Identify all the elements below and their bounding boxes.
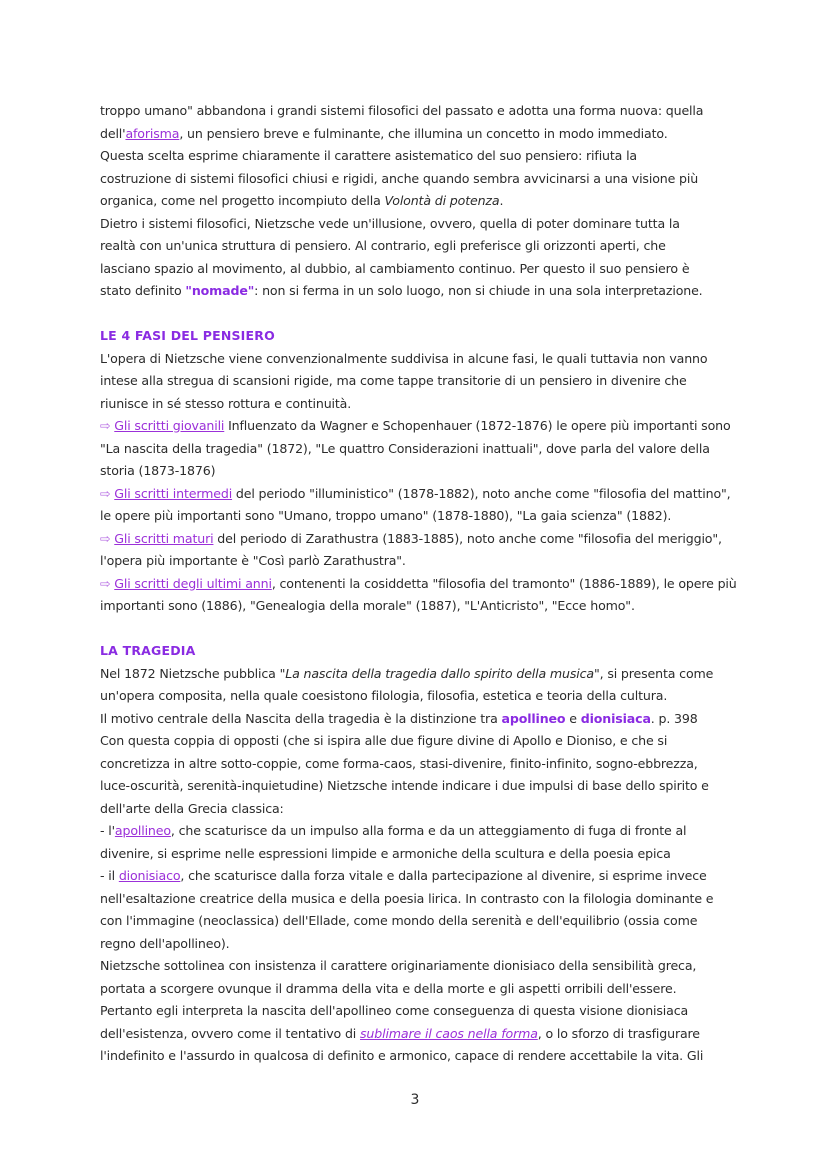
text-line: le opere più importanti sono "Umano, troppo umano" (1878-1880), "La gaia scienza" (1882). [100,508,672,523]
text-line: - l'apollineo, che scaturisce da un impulso alla forma e da un atteggiamento di fuga di fronte al [100,823,687,838]
text-line: "La nascita della tragedia" (1872), "Le quattro Considerazioni inattuali", dove parla del valore della [100,440,710,456]
text-line: Nel 1872 Nietzsche pubblica "La nascita della tragedia dallo spirito della musica", si presenta come [100,665,714,681]
text-line: Il motivo centrale della Nascita della tragedia è la distinzione tra apollineo e dionisiaca. p. 398 [100,710,698,726]
text-line: importanti sono (1886), "Genealogia della morale" (1887), "L'Anticristo", "Ecce homo". [100,598,635,613]
text-line: Dietro i sistemi filosofici, Nietzsche vede un'illusione, ovvero, quella di poter dominare tutta la [100,215,680,231]
highlighted-term: apollineo [501,710,566,726]
arrow-icon: ⇨ [100,418,111,433]
highlighted-term: dionisiaco [118,868,181,883]
text-line: con l'immagine (neoclassica) dell'Ellade, come mondo della serenità e dell'equilibrio (ossia come [100,913,698,928]
text-line: - il dionisiaco, che scaturisce dalla forza vitale e dalla partecipazione al divenire, si esprime invece [100,868,707,883]
text-line: organica, come nel progetto incompiuto della Volontà di potenza. [100,193,504,208]
text-line: portata a scorgere ovunque il dramma della vita e della morte e gli aspetti orribili dell'essere. [100,980,677,996]
section-heading: LE 4 FASI DEL PENSIERO [100,328,275,343]
arrow-icon: ⇨ [100,530,111,546]
page-content [100,100,737,1068]
text-line: Pertanto egli interpreta la nascita dell'apollineo come conseguenza di questa visione dionisiaca [100,1003,689,1018]
text-line: divenire, si esprime nelle espressioni limpide e armoniche della scultura e della poesia epica [100,845,671,861]
text-line: Con questa coppia di opposti (che si ispira alle due figure divine di Apollo e Dioniso, e che si [100,733,668,748]
highlighted-term: sublimare il caos nella forma [360,1025,538,1041]
highlighted-term: dionisiaca [580,710,651,726]
text-line: luce-oscurità, serenità-inquietudine) Nietzsche intende indicare i due impulsi di base dello spirito e [100,778,709,793]
text-line: dell'aforisma, un pensiero breve e fulminante, che illumina un concetto in modo immediato. [100,125,668,141]
text-line: l'opera più importante è "Così parlò Zarathustra". [100,553,406,568]
text-line: concretizza in altre sotto-coppie, come forma-caos, stasi-divenire, finito-infinito, sogno-ebbrezza, [100,755,698,771]
text-line: un'opera composita, nella quale coesistono filologia, filosofia, estetica e teoria della cultura. [100,688,668,703]
text-line: Nietzsche sottolinea con insistenza il carattere originariamente dionisiaco della sensibilità greca, [100,958,697,973]
text-line: realtà con un'unica struttura di pensiero. Al contrario, egli preferisce gli orizzonti aperti, che [100,238,666,253]
list-item: ⇨ Gli scritti maturi del periodo di Zarathustra (1883-1885), noto anche come "filosofia del meriggio", [100,530,722,546]
text-line: regno dell'apollineo). [100,935,230,951]
text-line: costruzione di sistemi filosofici chiusi e rigidi, anche quando sembra avvicinarsi a una visione più [100,170,699,186]
list-item: ⇨ Gli scritti intermedi del periodo "illuministico" (1878-1882), noto anche come "filosofia del mattino", [100,485,731,501]
text-line: riunisce in sé stesso rottura e continuità. [100,395,352,411]
text-line: dell'esistenza, ovvero come il tentativo di sublimare il caos nella forma, o lo sforzo di trasfigurare [100,1025,700,1041]
arrow-icon: ⇨ [100,485,111,501]
text-line: dell'arte della Grecia classica: [100,800,284,816]
arrow-icon: ⇨ [100,575,111,591]
text-line: lasciano spazio al movimento, al dubbio, al cambiamento continuo. Per questo il suo pensiero è [100,260,690,276]
highlighted-term: "nomade" [185,283,255,298]
text-line: L'opera di Nietzsche viene convenzionalmente suddivisa in alcune fasi, le quali tuttavia non vanno [100,350,708,366]
text-line: Questa scelta esprime chiaramente il carattere asistematico del suo pensiero: rifiuta la [100,148,637,163]
section-heading: LA TRAGEDIA [100,643,196,658]
list-item: ⇨ Gli scritti degli ultimi anni, contenenti la cosiddetta "filosofia del tramonto" (1886-1889), le opere più [100,575,737,591]
text-line: intese alla stregua di scansioni rigide, ma come tappe transitorie di un pensiero in divenire che [100,373,687,388]
highlighted-term: apollineo [114,823,171,838]
text-line: l'indefinito e l'assurdo in qualcosa di definito e armonico, capace di rendere accettabile la vita. Gli [100,1048,704,1063]
highlighted-term: aforisma [125,125,180,141]
text-line: storia (1873-1876) [100,463,216,478]
text-line: troppo umano" abbandona i grandi sistemi filosofici del passato e adotta una forma nuova: quella [100,103,704,118]
text-line: nell'esaltazione creatrice della musica e della poesia lirica. In contrasto con la filologia dominante e [100,890,714,906]
list-item: ⇨ Gli scritti giovanili Influenzato da Wagner e Schopenhauer (1872-1876) le opere più importanti sono [100,418,731,433]
page-number: 3 [410,1092,420,1108]
text-line: stato definito "nomade": non si ferma in un solo luogo, non si chiude in una sola interpretazione. [100,283,703,298]
